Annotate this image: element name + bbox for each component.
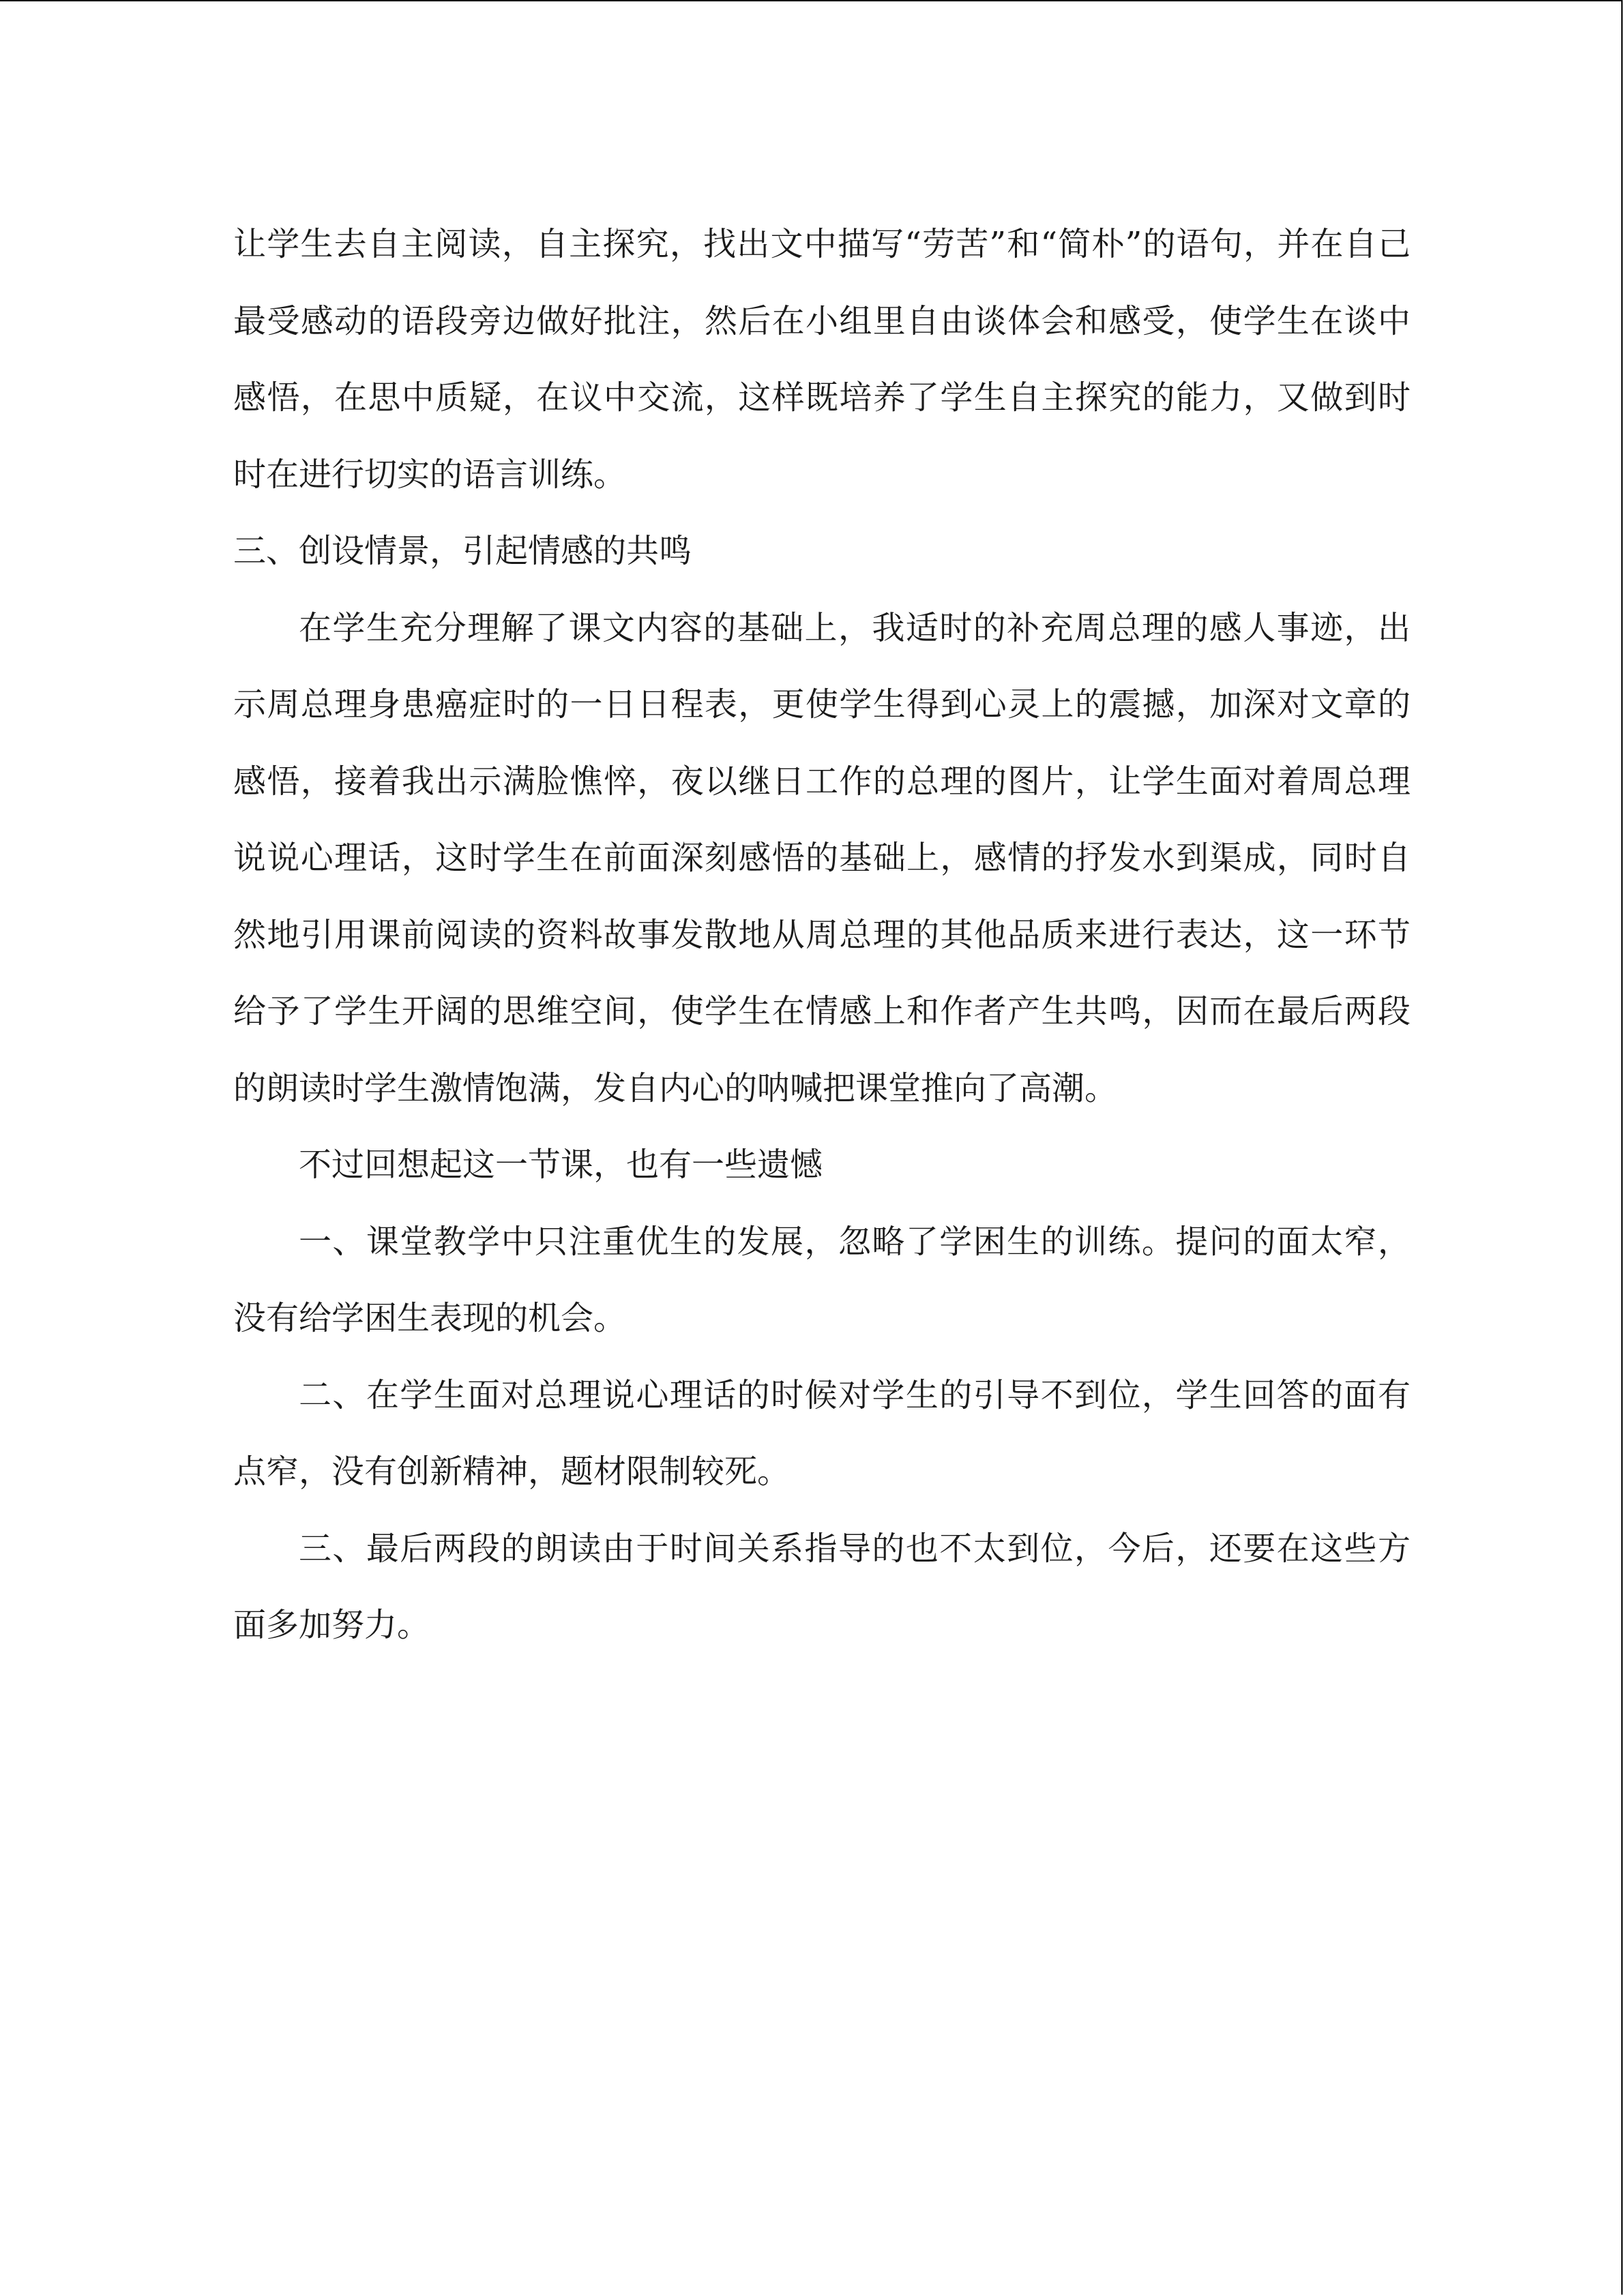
paragraph-regret-3: 三、最后两段的朗读由于时间关系指导的也不太到位，今后，还要在这些方面多加努力。 — [233, 1529, 1411, 1644]
section-heading-3: 三、创设情景，引起情感的共鸣 — [233, 532, 692, 570]
paragraph-regret-2: 二、在学生面对总理说心理话的时候对学生的引导不到位，学生回答的面有点窄，没有创新精神，题材限制较死。 — [233, 1375, 1411, 1491]
paragraph-emotional-resonance: 在学生充分理解了课文内容的基础上，我适时的补充周总理的感人事迹，出示周总理身患癌症时的一日日程表，更使学生得到心灵上的震撼，加深对文章的感悟，接着我出示满脸憔悴，夜以继日工作的总理的图片，让学生面对着周总理说说心理话，这时学生在前面深刻感悟的基础上，感情的抒发水到渠成，同时自然地引用课前阅读的资料故事发散地从周总理的其他品质来进行表达，这一环节给予了学生开阔的思维空间，使学生在情感上和作者产生共鸣，因而在最后两段的朗读时学生激情饱满，发自内心的呐喊把课堂推向了高潮。 — [233, 608, 1411, 1107]
document-body — [233, 206, 1411, 1664]
paragraph-continuation: 让学生去自主阅读，自主探究，找出文中描写“劳苦”和“简朴”的语句，并在自己最受感动的语段旁边做好批注，然后在小组里自由谈体会和感受，使学生在谈中感悟，在思中质疑，在议中交流，这样既培养了学生自主探究的能力，又做到时时在进行切实的语言训练。 — [233, 225, 1411, 494]
paragraph-regret-1: 一、课堂教学中只注重优生的发展，忽略了学困生的训练。提问的面太窄，没有给学困生表现的机会。 — [233, 1222, 1411, 1337]
paragraph-regrets-intro: 不过回想起这一节课，也有一些遗憾 — [299, 1146, 823, 1184]
